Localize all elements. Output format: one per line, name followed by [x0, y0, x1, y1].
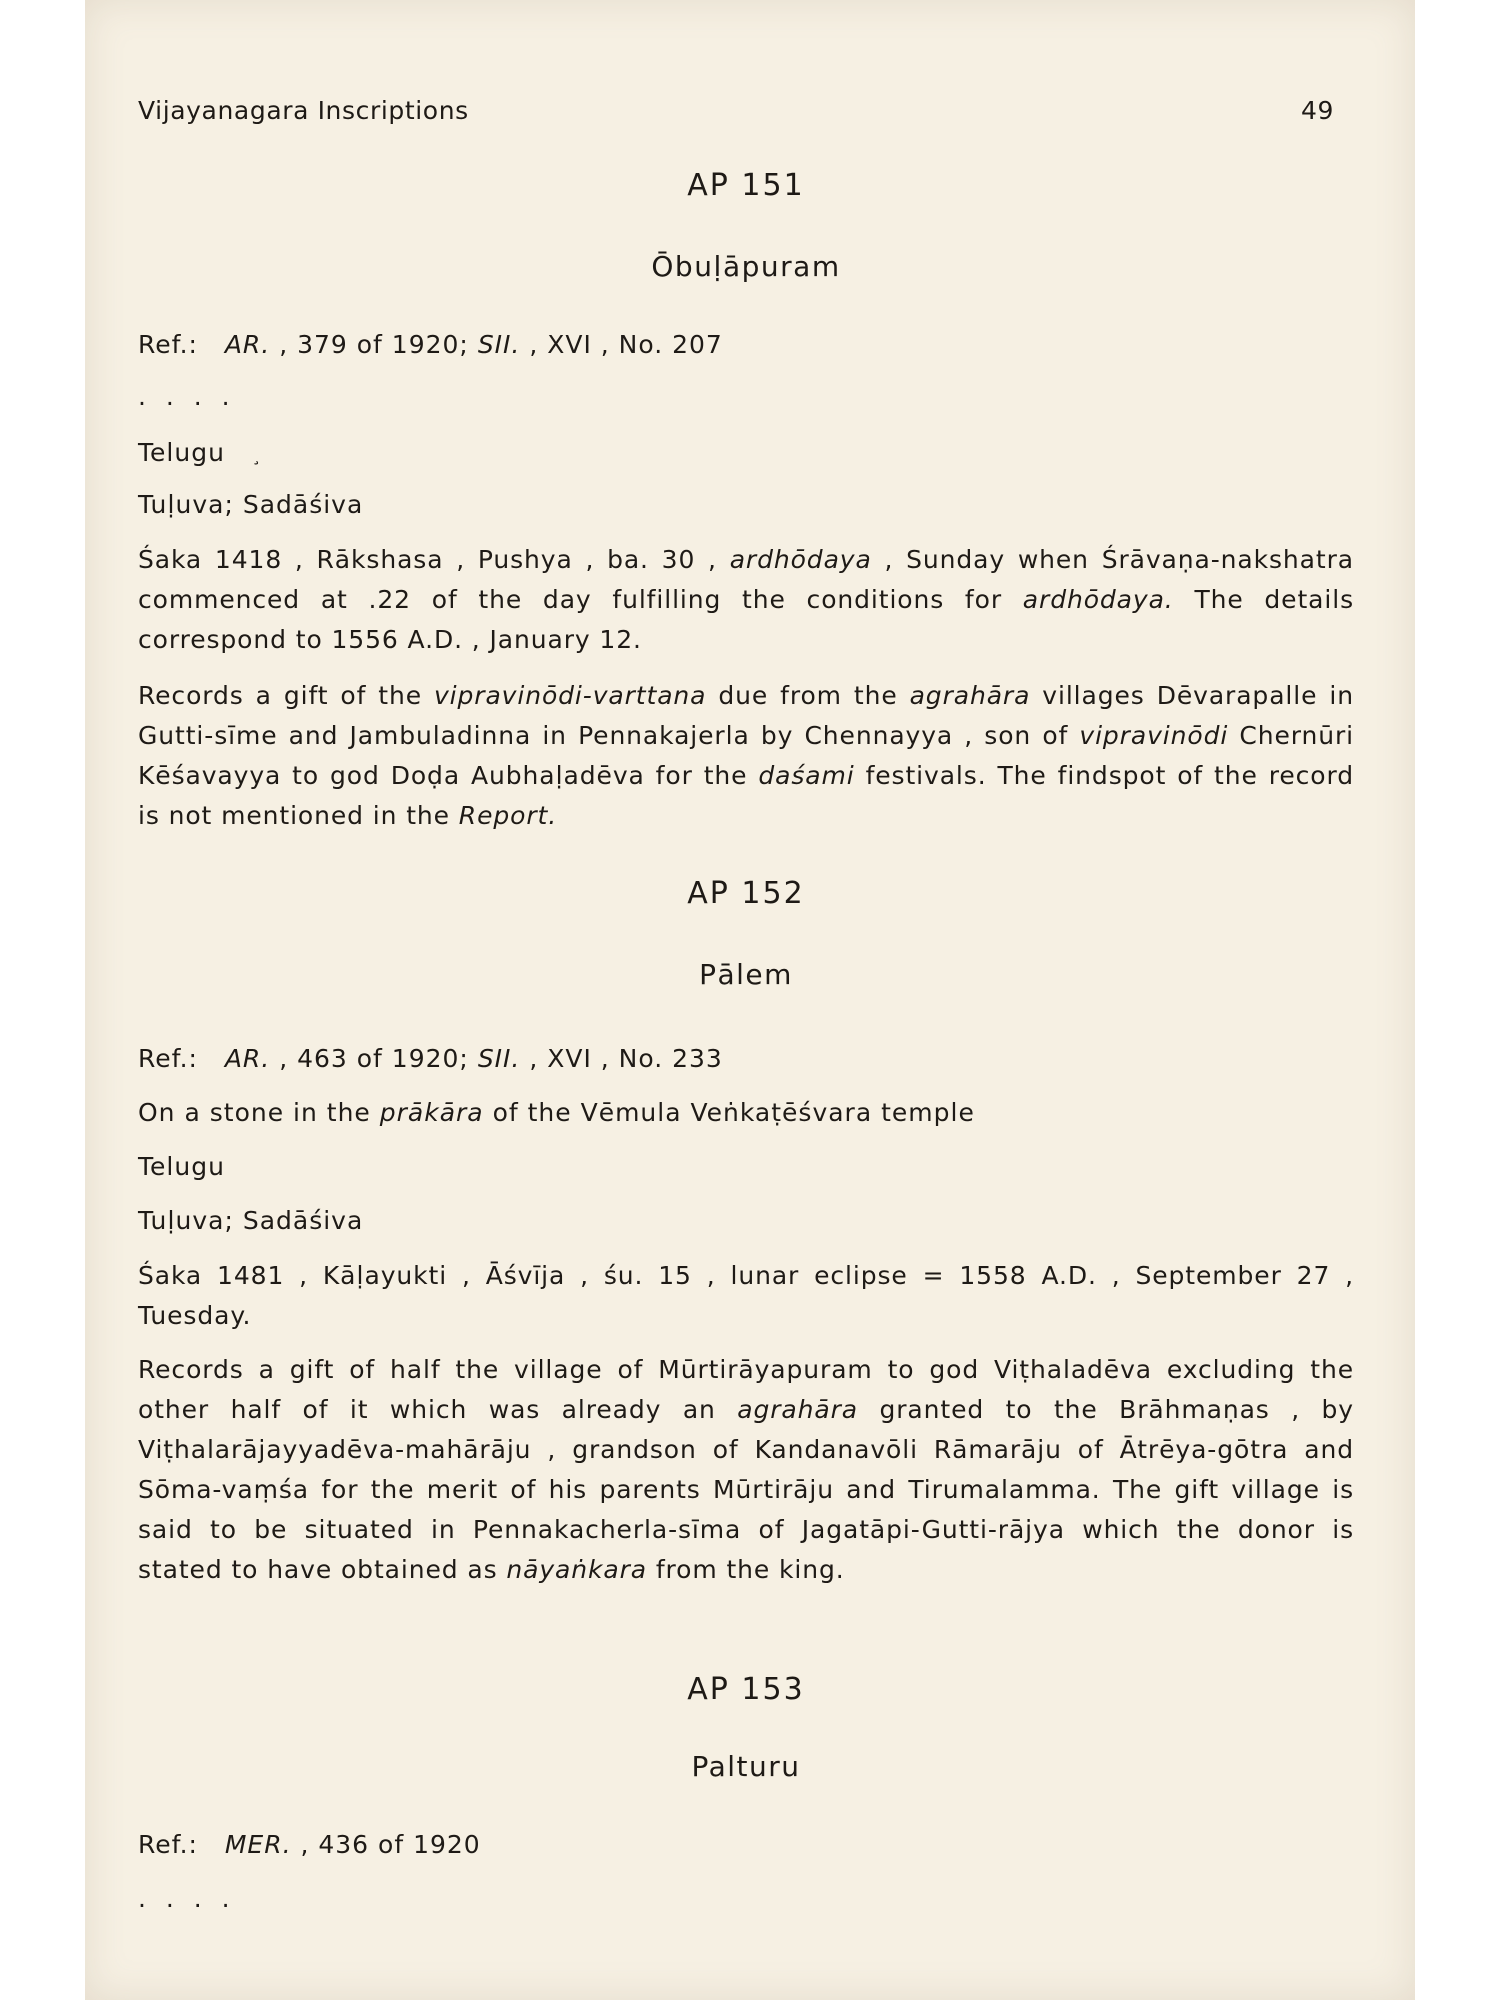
ellipsis-dots: . . . . [138, 1884, 236, 1913]
reference-line: Ref.: MER. , 436 of 1920 [138, 1830, 481, 1859]
date-paragraph: Śaka 1418 , Rākshasa , Pushya , ba. 30 , ardhōdaya , Sunday when Śrāvaṇa-nakshatra commenced at .22 of the day fulfilling the conditions for ardhōdaya. The details correspond to 1556 A.D. , January 12. [138, 545, 1354, 654]
ellipsis-dots: . . . . [138, 382, 236, 411]
dynasty-line: Tuḷuva; Sadāśiva [138, 1206, 364, 1235]
dynasty-line: Tuḷuva; Sadāśiva [138, 490, 364, 519]
place-name-palturu: Palturu [691, 1750, 801, 1783]
entry-number-ap152: AP 152 [687, 876, 805, 911]
description-paragraph: Records a gift of half the village of Mūrtirāyapuram to god Viṭhaladēva excluding the other half of it which was already an agrahāra granted to the Brāhmaṇas , by Viṭhalarājayyadēva-mahārāju , grandson of Kandanavōli Rāmarāju of Ātrēya-gōtra and Sōma-vaṃśa for the merit of his parents Mūrtirāju and Tirumalamma. The gift village is said to be situated in Pennakacherla-sīma of Jagatāpi-Gutti-rājya which the donor is stated to have obtained as nāyaṅkara from the king. [138, 1355, 1354, 1584]
reference-line: Ref.: AR. , 463 of 1920; SII. , XVI , No. 233 [138, 1044, 723, 1073]
description-paragraph: Records a gift of the vipravinōdi-varttana due from the agrahāra villages Dēvarapalle in Gutti-sīme and Jambuladinna in Pennakajerla by Chennayya , son of vipravinōdi Chernūri Kēśavayya to god Doḍa Aubhaḷadēva for the daśami festivals. The findspot of the record is not mentioned in the Report. [138, 681, 1354, 830]
language-line: Telugu ¸ [138, 438, 262, 467]
entry-number-ap151: AP 151 [687, 168, 805, 203]
running-header [138, 96, 1354, 125]
location-line: On a stone in the prākāra of the Vēmula Veṅkaṭēśvara temple [138, 1098, 975, 1127]
stray-mark: ¸ [251, 445, 262, 466]
running-title: Vijayanagara Inscriptions [138, 96, 469, 125]
date-paragraph: Śaka 1481 , Kāḷayukti , Āśvīja , śu. 15 , lunar eclipse = 1558 A.D. , September 27 , Tuesday. [138, 1261, 1354, 1330]
entry-number-ap153: AP 153 [687, 1672, 805, 1707]
language-line: Telugu [138, 1152, 225, 1181]
document-page [138, 0, 1354, 2000]
reference-line: Ref.: AR. , 379 of 1920; SII. , XVI , No. 207 [138, 330, 723, 359]
place-name-palem: Pālem [699, 958, 793, 991]
page-number: 49 [1300, 96, 1334, 125]
place-name-obulapuram: Ōbuḷāpuram [651, 250, 841, 283]
